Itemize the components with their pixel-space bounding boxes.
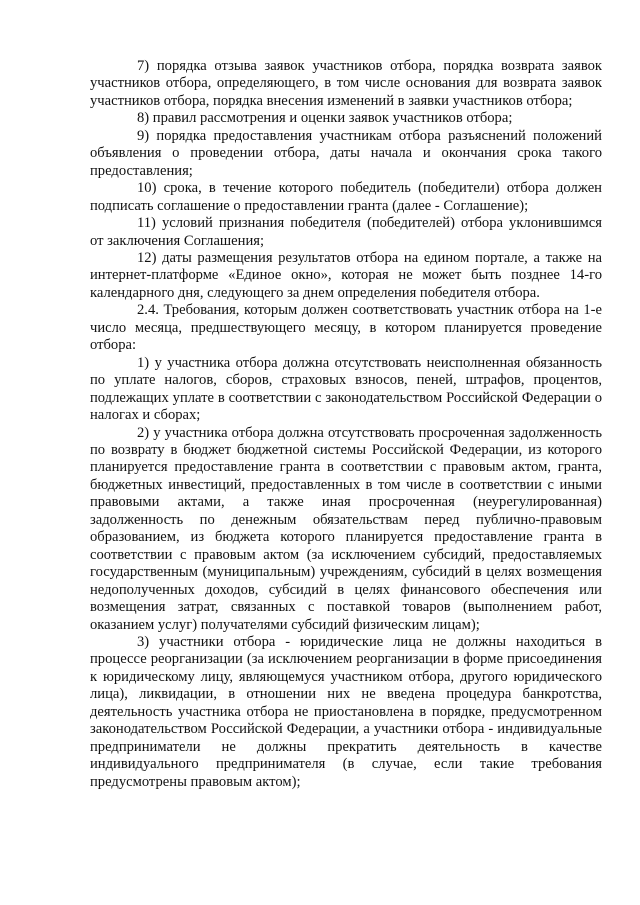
paragraph-item-7: 7) порядка отзыва заявок участников отбора, порядка возврата заявок участников отбора, определяющего, в том числе основания для возврата заявок участников отбора, порядка внесения изменений в заявки участников отбора;: [90, 58, 602, 109]
paragraph-item-8: 8) правил рассмотрения и оценки заявок участников отбора;: [137, 110, 513, 127]
paragraph-item-11: 11) условий признания победителя (победителей) отбора уклонившимся от заключения Соглашения;: [90, 215, 602, 249]
paragraph-requirement-1: 1) у участника отбора должна отсутствовать неисполненная обязанность по уплате налогов, сборов, страховых взносов, пеней, штрафов, процентов, подлежащих уплате в соответствии с законодательством Российской Федерации о налогах и сборах;: [90, 354, 602, 424]
paragraph-item-10: 10) срока, в течение которого победитель (победители) отбора должен подписать соглашение о предоставлении гранта (далее - Соглашение);: [90, 180, 602, 214]
paragraph-section-2-4: 2.4. Требования, которым должен соответствовать участник отбора на 1-е число месяца, предшествующего месяцу, в котором планируется проведение отбора:: [90, 302, 602, 354]
paragraph-requirement-3: 3) участники отбора - юридические лица не должны находиться в процессе реорганизации (за исключением реорганизации в форме присоединения к юридическому лицу, являющемуся участником отбора, другого юридического лица), ликвидации, в отношении них не введена процедура банкротства, деятельность участника отбора не приостановлена в порядке, предусмотренном законодательством Российской Федерации, а участники отбора - индивидуальные предприниматели не должны прекратить деятельность в качестве индивидуального предпринимателя (в случае, если такие требования предусмотрены правовым актом);: [90, 633, 602, 790]
paragraph-item-9: 9) порядка предоставления участникам отбора разъяснений положений объявления о проведении отбора, даты начала и окончания срока такого предоставления;: [90, 127, 602, 179]
document-page: [90, 58, 602, 791]
paragraph-requirement-2: 2) у участника отбора должна отсутствовать просроченная задолженность по возврату в бюджет бюджетной системы Российской Федерации, из которого планируется предоставление гранта в соответствии с правовым актом, гранта, бюджетных инвестиций, предоставленных в том числе в соответствии с иными правовыми актами, а также иная просроченная (неурегулированная) задолженность по денежным обязательствам перед публично-правовым образованием, из бюджета которого планируется предоставление гранта в соответствии с правовым актом (за исключением субсидий, предоставляемых государственным (муниципальным) учреждениям, субсидий в целях возмещения недополученных доходов, субсидий в целях финансового обеспечения или возмещения затрат, связанных с поставкой товаров (выполнением работ, оказанием услуг) получателями субсидий физическим лицам);: [90, 424, 602, 633]
paragraph-item-12: 12) даты размещения результатов отбора на едином портале, а также на интернет-платформе «Единое окно», которая не может быть позднее 14-го календарного дня, следующего за днем определения победителя отбора.: [90, 249, 602, 301]
